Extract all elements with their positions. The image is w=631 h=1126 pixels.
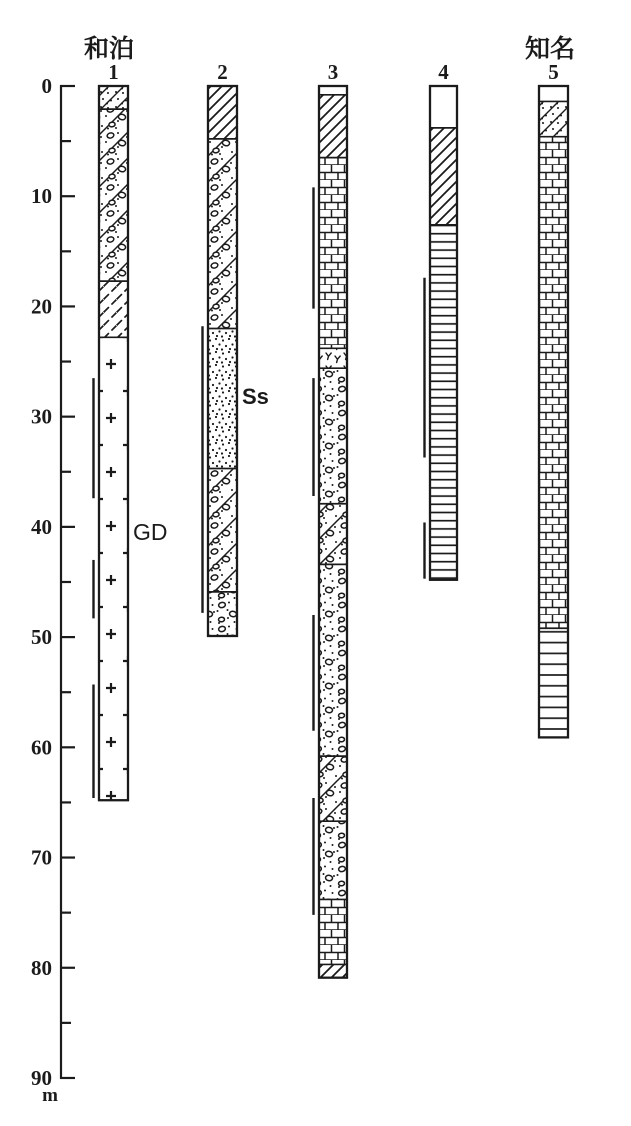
depth-tick-label: 70 bbox=[31, 845, 52, 870]
borehole-column-5 bbox=[539, 60, 568, 737]
layer-plus-crystalline bbox=[99, 337, 128, 800]
layer-horizontal-lines-wide bbox=[539, 628, 568, 737]
depth-tick-label: 0 bbox=[41, 74, 52, 98]
layer-dots-pebbles bbox=[319, 564, 347, 756]
depth-tick-label: 80 bbox=[31, 955, 52, 980]
depth-tick-label: 20 bbox=[31, 294, 52, 319]
layer-dash-diagonal-hatch bbox=[99, 281, 128, 337]
depth-tick-label: 90 bbox=[31, 1065, 52, 1090]
layer-brick bbox=[319, 899, 347, 964]
borehole-column-3 bbox=[314, 60, 348, 978]
layer-diagonal-hatch bbox=[319, 964, 347, 977]
layer-gravel-diagonal bbox=[208, 468, 237, 591]
layer-brick bbox=[319, 158, 347, 349]
layer-gravel-diagonal bbox=[319, 756, 347, 821]
layer-diagonal-hatch bbox=[319, 95, 347, 158]
layer-blank bbox=[539, 86, 568, 101]
layer-dots-pebbles bbox=[208, 592, 237, 636]
depth-tick-label: 40 bbox=[31, 514, 52, 539]
layer-tuff bbox=[319, 348, 347, 368]
layer-dots-pebbles bbox=[319, 821, 347, 899]
column-number-label: 4 bbox=[438, 60, 449, 84]
layer-gravel-diagonal bbox=[99, 109, 128, 281]
depth-tick-label: 10 bbox=[31, 184, 52, 209]
layer-dots-diagonal bbox=[99, 86, 128, 109]
column-number-label: 2 bbox=[217, 60, 228, 84]
column-number-label: 1 bbox=[108, 60, 119, 84]
area-label-chimei: 知名 bbox=[524, 36, 576, 63]
layer-dots-pebbles bbox=[319, 368, 347, 504]
depth-tick-label: 60 bbox=[31, 735, 52, 760]
layer-blank bbox=[319, 86, 347, 95]
borehole-column-2 bbox=[203, 60, 238, 636]
lithology-label-ss: Ss bbox=[242, 384, 269, 409]
depth-axis bbox=[31, 74, 75, 1090]
layer-gravel-diagonal bbox=[208, 139, 237, 329]
layer-dots bbox=[208, 328, 237, 468]
depth-tick-label: 30 bbox=[31, 404, 52, 429]
layer-blank bbox=[430, 86, 457, 128]
diagram-content bbox=[31, 60, 568, 1090]
lithology-label-gd: GD bbox=[133, 519, 168, 545]
layer-gravel-diagonal bbox=[319, 504, 347, 565]
layer-dots-diagonal bbox=[539, 101, 568, 136]
column-number-label: 5 bbox=[548, 60, 559, 84]
layer-brick bbox=[539, 137, 568, 629]
depth-tick-label: 50 bbox=[31, 625, 52, 650]
layer-horizontal-lines bbox=[430, 225, 457, 580]
borehole-column-4 bbox=[425, 60, 458, 580]
borehole-column-1 bbox=[94, 60, 129, 800]
layer-diagonal-hatch bbox=[430, 128, 457, 225]
depth-unit-label: m bbox=[42, 1085, 58, 1106]
column-number-label: 3 bbox=[327, 60, 339, 84]
layer-diagonal-hatch bbox=[208, 86, 237, 139]
area-label-wadomari: 和泊 bbox=[83, 36, 135, 63]
